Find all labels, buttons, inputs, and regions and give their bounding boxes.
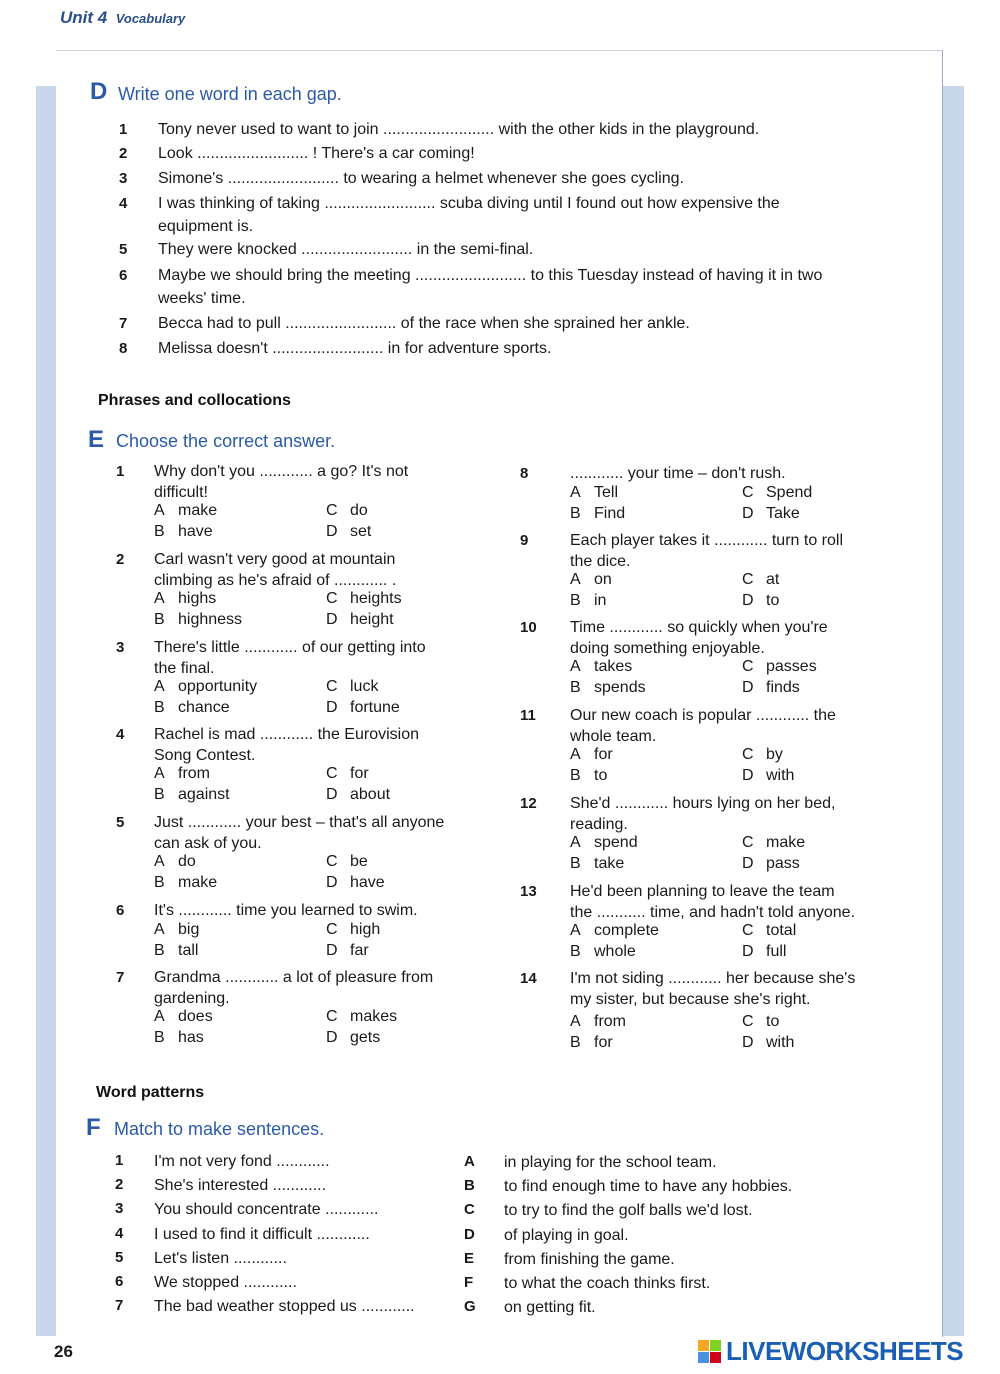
option-letter: D	[326, 699, 338, 716]
option-letter: A	[154, 1008, 165, 1025]
match-ending: to try to find the golf balls we'd lost.	[504, 1202, 753, 1220]
answer-option[interactable]	[154, 942, 198, 960]
option-letter: A	[154, 765, 165, 782]
answer-option[interactable]	[570, 484, 618, 502]
answer-option[interactable]	[570, 746, 613, 764]
option-letter: A	[570, 746, 581, 763]
option-text: total	[766, 922, 797, 939]
question-text: Just ............ your best – that's all anyone	[154, 814, 445, 831]
item-number: 2	[119, 145, 128, 162]
section-d-title: Write one word in each gap.	[118, 84, 342, 104]
option-letter: D	[742, 855, 754, 872]
answer-option[interactable]	[326, 942, 369, 960]
answer-option[interactable]	[154, 678, 257, 696]
answer-option[interactable]	[326, 678, 378, 696]
answer-option[interactable]	[154, 874, 217, 892]
option-text: pass	[766, 855, 800, 872]
section-e-title: Choose the correct answer.	[116, 431, 336, 451]
answer-option[interactable]	[570, 834, 638, 852]
brand-logo	[698, 1336, 963, 1367]
question-text: ............ your time – don't rush.	[570, 465, 786, 482]
option-text: make	[178, 502, 218, 519]
option-letter: A	[570, 658, 581, 675]
option-text: Spend	[766, 483, 813, 501]
item-number: 6	[119, 267, 128, 284]
option-letter: C	[326, 678, 338, 695]
answer-option[interactable]	[570, 1013, 626, 1031]
question-text: She'd ............ hours lying on her bed,	[570, 795, 836, 812]
option-text: Find	[594, 504, 626, 522]
match-start: I'm not very fond ............	[154, 1153, 330, 1170]
match-number: 7	[115, 1297, 124, 1315]
option-text: for	[594, 746, 613, 763]
question-number: 14	[520, 970, 537, 987]
gap-sentence: Melissa doesn't ......................... in for adventure sports.	[158, 340, 552, 357]
option-letter: D	[742, 767, 754, 784]
option-letter: B	[154, 699, 165, 716]
match-letter: G	[464, 1298, 476, 1316]
match-number: 1	[115, 1152, 124, 1169]
option-letter: A	[570, 571, 581, 588]
option-text: big	[178, 920, 200, 938]
question-number: 9	[520, 532, 529, 549]
item-number: 1	[119, 121, 128, 138]
question-text: Our new coach is popular ............ the	[570, 707, 836, 724]
item-number: 5	[119, 241, 128, 258]
question-text: He'd been planning to leave the team	[570, 883, 835, 900]
answer-option[interactable]	[154, 786, 230, 804]
answer-option[interactable]	[326, 853, 368, 871]
match-letter: D	[464, 1225, 475, 1243]
answer-option[interactable]	[326, 921, 380, 939]
option-text: take	[594, 855, 625, 872]
option-letter: D	[326, 1029, 338, 1046]
answer-option[interactable]	[742, 1013, 779, 1031]
answer-option[interactable]	[570, 943, 636, 961]
option-text: about	[350, 786, 391, 803]
question-text: whole team.	[570, 727, 657, 745]
answer-option[interactable]	[154, 1029, 204, 1047]
gap-sentence: I was thinking of taking ......................... scuba diving until I found out how expensive the	[158, 195, 780, 212]
option-letter: A	[570, 1013, 581, 1030]
question-text: the final.	[154, 659, 215, 677]
option-text: fortune	[350, 699, 400, 716]
match-ending: to find enough time to have any hobbies.	[504, 1178, 793, 1196]
question-text: Grandma ............ a lot of pleasure from	[154, 969, 434, 986]
answer-option[interactable]	[742, 834, 805, 852]
option-text: be	[350, 853, 368, 870]
option-letter: B	[570, 943, 581, 960]
option-letter: B	[154, 874, 165, 891]
option-letter: C	[326, 590, 338, 607]
match-ending: in playing for the school team.	[504, 1154, 717, 1171]
option-text: for	[594, 1034, 613, 1051]
match-start: The bad weather stopped us ............	[154, 1298, 415, 1316]
answer-option[interactable]	[570, 855, 624, 873]
option-letter: B	[570, 504, 581, 522]
match-letter: E	[464, 1249, 475, 1267]
answer-option[interactable]	[154, 853, 196, 871]
item-number: 4	[119, 195, 128, 212]
question-number: 11	[520, 707, 536, 724]
section-d-letter: D	[90, 78, 108, 105]
gap-sentence: Simone's ......................... to wearing a helmet whenever she goes cycling.	[158, 170, 684, 187]
gap-sentence: Maybe we should bring the meeting ......................... to this Tuesday instead of having it in two	[158, 267, 823, 284]
answer-option[interactable]	[742, 767, 794, 785]
brand-square	[710, 1340, 721, 1351]
answer-option[interactable]	[570, 658, 632, 676]
match-ending: on getting fit.	[504, 1299, 596, 1317]
brand-square	[710, 1352, 721, 1363]
answer-option[interactable]	[326, 611, 394, 629]
match-start: I used to find it difficult ............	[154, 1225, 370, 1243]
option-text: do	[178, 853, 196, 870]
question-text: Song Contest.	[154, 746, 256, 764]
question-text: It's ............ time you learned to swim.	[154, 902, 418, 919]
answer-option[interactable]	[154, 611, 242, 629]
option-text: gets	[350, 1029, 381, 1046]
option-text: set	[350, 523, 372, 540]
question-text: There's little ............ of our getting into	[154, 639, 426, 656]
option-letter: D	[742, 592, 754, 609]
answer-option[interactable]	[570, 505, 625, 523]
answer-option[interactable]	[742, 746, 783, 764]
answer-option[interactable]	[154, 590, 216, 608]
answer-option[interactable]	[326, 502, 368, 520]
brand-square	[698, 1340, 709, 1351]
option-text: opportunity	[178, 678, 258, 695]
option-letter: A	[154, 590, 165, 607]
phrases-heading: Phrases and collocations	[98, 392, 291, 409]
gap-sentence: equipment is.	[158, 218, 254, 235]
page-number: 26	[54, 1342, 73, 1361]
question-text: Each player takes it ............ turn to roll	[570, 532, 843, 549]
question-text: the dice.	[570, 552, 631, 570]
answer-option[interactable]	[326, 699, 400, 717]
question-number: 4	[116, 726, 125, 743]
option-letter: D	[326, 941, 338, 959]
match-start: She's interested ............	[154, 1177, 327, 1195]
option-text: highness	[178, 611, 243, 628]
gap-sentence: weeks' time.	[158, 290, 246, 307]
match-ending: of playing in goal.	[504, 1226, 629, 1244]
answer-option[interactable]	[742, 943, 786, 961]
answer-option[interactable]	[742, 679, 800, 697]
item-number: 8	[119, 340, 128, 357]
option-text: with	[766, 767, 795, 784]
option-text: makes	[350, 1008, 398, 1025]
option-letter: B	[570, 1034, 581, 1051]
answer-option[interactable]	[742, 484, 812, 502]
option-text: from	[594, 1013, 626, 1030]
answer-option[interactable]	[742, 592, 779, 610]
option-text: in	[594, 592, 607, 609]
question-text: Carl wasn't very good at mountain	[154, 551, 396, 568]
question-number: 5	[116, 814, 125, 831]
answer-option[interactable]	[570, 922, 659, 940]
question-number: 12	[520, 795, 537, 812]
option-letter: C	[742, 746, 754, 763]
question-text: my sister, but because she's right.	[570, 990, 811, 1008]
match-letter: C	[464, 1201, 475, 1219]
match-number: 6	[115, 1273, 124, 1290]
question-number: 3	[116, 639, 125, 656]
answer-option[interactable]	[742, 855, 800, 873]
option-letter: B	[154, 941, 165, 959]
item-number: 3	[119, 170, 128, 187]
option-letter: D	[742, 943, 754, 960]
answer-option[interactable]	[326, 1008, 397, 1026]
unit-header	[60, 8, 185, 28]
answer-option[interactable]	[570, 767, 607, 785]
option-text: complete	[594, 922, 659, 939]
answer-option[interactable]	[154, 523, 213, 541]
question-number: 8	[520, 465, 529, 482]
option-text: have	[350, 874, 385, 891]
option-letter: B	[154, 1029, 165, 1046]
option-text: have	[178, 523, 213, 540]
option-text: Take	[766, 504, 800, 522]
option-text: tall	[178, 941, 199, 959]
answer-option[interactable]	[326, 523, 371, 541]
match-ending: from finishing the game.	[504, 1250, 675, 1268]
answer-option[interactable]	[326, 765, 369, 783]
question-text: Rachel is mad ............ the Eurovision	[154, 726, 419, 743]
answer-option[interactable]	[742, 571, 779, 589]
option-text: do	[350, 502, 368, 519]
option-text: finds	[766, 679, 800, 696]
option-letter: C	[326, 853, 338, 870]
question-text: Why don't you ............ a go? It's not	[154, 463, 409, 480]
answer-option[interactable]	[154, 699, 230, 717]
option-text: passes	[766, 658, 817, 675]
match-number: 2	[115, 1176, 124, 1194]
option-letter: D	[742, 679, 754, 696]
option-text: does	[178, 1008, 213, 1025]
brand-square	[698, 1352, 709, 1363]
answer-option[interactable]	[326, 590, 402, 608]
question-number: 7	[116, 969, 125, 986]
option-text: whole	[594, 943, 636, 960]
question-number: 1	[116, 463, 125, 480]
option-text: from	[178, 765, 210, 782]
option-text: to	[766, 1013, 780, 1030]
option-letter: C	[742, 1013, 754, 1030]
gap-sentence: Look ......................... ! There's a car coming!	[158, 145, 475, 162]
option-letter: B	[570, 679, 581, 696]
option-text: spends	[594, 679, 646, 696]
option-text: make	[178, 874, 218, 891]
match-start: We stopped ............	[154, 1274, 297, 1291]
option-text: to	[594, 767, 608, 784]
option-text: far	[350, 941, 369, 959]
answer-option[interactable]	[154, 1008, 213, 1026]
gap-sentence: They were knocked ......................... in the semi-final.	[158, 241, 534, 258]
match-number: 3	[115, 1200, 124, 1218]
answer-option[interactable]	[154, 921, 199, 939]
option-text: spend	[594, 834, 638, 851]
option-letter: D	[326, 611, 338, 628]
option-text: at	[766, 571, 780, 588]
option-text: heights	[350, 590, 402, 607]
answer-option[interactable]	[742, 505, 800, 523]
option-letter: B	[154, 523, 165, 540]
option-text: Tell	[594, 483, 619, 501]
section-e-letter: E	[88, 426, 105, 453]
match-number: 5	[115, 1248, 124, 1266]
answer-option[interactable]	[326, 1029, 380, 1047]
option-letter: D	[742, 504, 754, 522]
option-letter: C	[326, 765, 338, 782]
answer-option[interactable]	[154, 765, 210, 783]
item-number: 7	[119, 315, 128, 332]
question-text: Time ............ so quickly when you're	[570, 619, 828, 636]
section-f-title: Match to make sentences.	[114, 1119, 325, 1139]
option-text: with	[766, 1034, 795, 1051]
answer-option[interactable]	[570, 592, 606, 610]
option-letter: B	[154, 786, 165, 803]
option-letter: D	[326, 874, 338, 891]
question-text: I'm not siding ............ her because she's	[570, 970, 856, 987]
option-letter: B	[154, 611, 165, 628]
question-number: 10	[520, 619, 537, 636]
option-text: luck	[350, 678, 379, 695]
option-letter: B	[570, 767, 581, 784]
option-text: chance	[178, 699, 230, 716]
question-text: gardening.	[154, 989, 230, 1007]
option-text: height	[350, 611, 394, 628]
option-letter: A	[154, 502, 165, 519]
answer-option[interactable]	[326, 786, 390, 804]
option-text: on	[594, 571, 612, 588]
option-text: has	[178, 1029, 204, 1046]
answer-option[interactable]	[742, 1034, 794, 1052]
answer-option[interactable]	[742, 658, 817, 676]
option-text: for	[350, 765, 369, 782]
option-letter: C	[742, 658, 754, 675]
question-number: 2	[116, 551, 125, 568]
option-letter: C	[326, 920, 338, 938]
answer-option[interactable]	[154, 502, 217, 520]
option-letter: A	[154, 853, 165, 870]
answer-option[interactable]	[742, 922, 796, 940]
option-letter: C	[326, 502, 338, 519]
option-letter: D	[742, 1034, 754, 1051]
option-letter: A	[570, 922, 581, 939]
question-text: reading.	[570, 815, 628, 833]
match-ending: to what the coach thinks first.	[504, 1275, 711, 1292]
option-letter: D	[326, 786, 338, 803]
option-letter: A	[570, 483, 581, 501]
option-text: full	[766, 943, 787, 960]
question-text: the ........... time, and hadn't told anyone.	[570, 903, 856, 921]
match-letter: B	[464, 1177, 475, 1195]
answer-option[interactable]	[326, 874, 385, 892]
match-start: Let's listen ............	[154, 1249, 287, 1267]
option-letter: A	[154, 678, 165, 695]
answer-option[interactable]	[570, 1034, 613, 1052]
option-text: by	[766, 746, 783, 763]
answer-option[interactable]	[570, 679, 646, 697]
match-letter: F	[464, 1274, 474, 1291]
option-letter: B	[570, 592, 581, 609]
option-letter: D	[326, 523, 338, 540]
word-patterns-heading: Word patterns	[96, 1084, 205, 1101]
brand-grid-icon	[698, 1340, 722, 1364]
unit-label: Unit 4	[60, 8, 108, 27]
match-letter: A	[464, 1153, 475, 1170]
option-letter: B	[570, 855, 581, 872]
option-letter: A	[154, 920, 165, 938]
question-text: doing something enjoyable.	[570, 639, 765, 657]
question-text: difficult!	[154, 483, 208, 501]
option-letter: A	[570, 834, 581, 851]
option-text: takes	[594, 658, 633, 675]
option-text: highs	[178, 590, 217, 607]
gap-sentence: Tony never used to want to join ......................... with the other kids in the playground.	[158, 121, 760, 138]
question-number: 6	[116, 902, 125, 919]
section-f-letter: F	[86, 1114, 101, 1141]
question-number: 13	[520, 883, 537, 900]
answer-option[interactable]	[570, 571, 612, 589]
match-start: You should concentrate ............	[154, 1201, 379, 1219]
option-text: against	[178, 786, 230, 803]
option-text: make	[766, 834, 806, 851]
unit-subtitle: Vocabulary	[115, 11, 186, 26]
option-letter: C	[742, 571, 754, 588]
match-number: 4	[115, 1224, 124, 1242]
option-text: to	[766, 592, 780, 609]
question-text: climbing as he's afraid of ............ .	[154, 571, 397, 589]
option-letter: C	[742, 834, 754, 851]
question-text: can ask of you.	[154, 834, 262, 852]
option-letter: C	[742, 483, 754, 501]
option-text: high	[350, 920, 381, 938]
brand-name: LIVEWORKSHEETS	[726, 1336, 964, 1366]
option-letter: C	[326, 1008, 338, 1025]
gap-sentence: Becca had to pull ......................... of the race when she sprained her ankle.	[158, 315, 690, 332]
option-letter: C	[742, 922, 754, 939]
